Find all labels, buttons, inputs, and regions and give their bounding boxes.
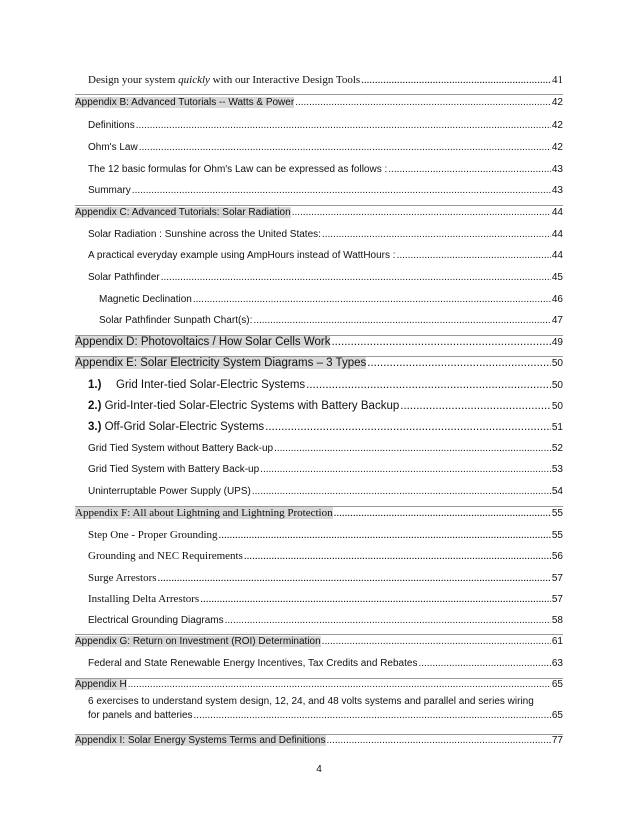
toc-entry-title: Step One - Proper Grounding xyxy=(88,529,218,541)
toc-page-number: 44 xyxy=(551,229,563,240)
toc-entry-title: A practical everyday example using AmpHours instead of WattHours : xyxy=(88,250,396,261)
toc-page-number: 63 xyxy=(551,658,563,669)
toc-entry-appendix[interactable] xyxy=(75,97,563,108)
toc-page-number: 42 xyxy=(551,120,563,131)
toc-entry-title: Appendix D: Photovoltaics / How Solar Cells Work xyxy=(75,336,331,348)
toc-page-number: 47 xyxy=(551,315,563,326)
toc-entry[interactable] xyxy=(88,550,563,562)
toc-entry-appendix[interactable] xyxy=(75,636,563,647)
toc-entry-title: Summary xyxy=(88,185,131,196)
toc-entry-title: Electrical Grounding Diagrams xyxy=(88,615,224,626)
toc-entry-appendix[interactable] xyxy=(75,735,563,746)
toc-page-number: 58 xyxy=(551,615,563,626)
toc-page-number: 44 xyxy=(551,250,563,261)
toc-entry-title: Magnetic Declination xyxy=(99,294,192,305)
toc-leader-dots xyxy=(327,735,551,746)
toc-leader-dots xyxy=(292,207,551,218)
toc-page-number: 50 xyxy=(551,401,563,412)
toc-leader-dots xyxy=(128,679,551,690)
toc-entry-appendix[interactable] xyxy=(75,357,563,369)
toc-leader-dots xyxy=(322,636,551,647)
toc-entry[interactable] xyxy=(88,272,563,283)
toc-page-number: 52 xyxy=(551,443,563,454)
toc-leader-dots xyxy=(225,615,551,626)
toc-entry-title: Appendix E: Solar Electricity System Diagrams – 3 Types xyxy=(75,357,367,369)
toc-leader-dots xyxy=(200,593,551,605)
section-divider xyxy=(75,634,563,635)
toc-page-number: 51 xyxy=(551,422,563,433)
toc-leader-dots xyxy=(136,120,551,131)
toc-page-number: 45 xyxy=(551,272,563,283)
toc-entry[interactable] xyxy=(88,615,563,626)
section-divider xyxy=(75,205,563,206)
toc-entry[interactable] xyxy=(88,379,563,391)
toc-leader-dots xyxy=(194,710,551,721)
toc-entry-title-line1: 6 exercises to understand system design, 12, 24, and 48 volts systems and parallel and series wiring xyxy=(88,696,534,707)
toc-entry[interactable] xyxy=(99,294,563,305)
toc-entry-title: Solar Pathfinder xyxy=(88,272,160,283)
toc-leader-dots xyxy=(306,379,551,391)
toc-page-number: 57 xyxy=(551,594,563,605)
toc-entry-title: Appendix F: All about Lightning and Lightning Protection xyxy=(75,507,333,519)
page-number: 4 xyxy=(316,764,322,775)
toc-page-number: 41 xyxy=(552,74,563,86)
toc-leader-dots xyxy=(388,164,551,175)
toc-page-number: 65 xyxy=(551,679,563,690)
toc-leader-dots xyxy=(295,97,551,108)
toc-entry[interactable] xyxy=(88,120,563,131)
toc-leader-dots xyxy=(132,185,551,196)
toc-entry-title: Definitions xyxy=(88,120,135,131)
toc-entry-title: Federal and State Renewable Energy Incentives, Tax Credits and Rebates xyxy=(88,658,418,669)
toc-leader-dots xyxy=(322,229,551,240)
section-divider xyxy=(75,94,563,95)
toc-page-number: 43 xyxy=(551,164,563,175)
toc-entry[interactable] xyxy=(88,572,563,584)
toc-page-number: 61 xyxy=(551,636,563,647)
toc-page-number: 50 xyxy=(551,380,563,391)
toc-entry-appendix[interactable] xyxy=(75,207,563,218)
toc-leader-dots xyxy=(361,74,551,86)
toc-entry-title: 1.) Grid Inter-tied Solar-Electric Systems xyxy=(88,379,306,391)
toc-entry-title: Appendix H xyxy=(75,679,127,690)
toc-leader-dots xyxy=(252,486,551,497)
toc-entry[interactable] xyxy=(88,250,563,261)
toc-leader-dots xyxy=(331,336,550,348)
toc-entry-title: Appendix G: Return on Investment (ROI) Determination xyxy=(75,636,321,647)
toc-entry-title: Ohm's Law xyxy=(88,142,138,153)
toc-leader-dots xyxy=(158,572,551,584)
toc-page-number: 50 xyxy=(551,358,563,369)
toc-entry[interactable] xyxy=(88,486,563,497)
toc-entry-appendix[interactable] xyxy=(75,679,563,690)
toc-page-number: 43 xyxy=(551,185,563,196)
toc-page-number: 65 xyxy=(551,710,563,721)
toc-leader-dots xyxy=(219,529,551,541)
toc-entry[interactable] xyxy=(88,229,563,240)
toc-entry-title: Appendix C: Advanced Tutorials: Solar Radiation xyxy=(75,207,291,218)
toc-entry-appendix[interactable] xyxy=(75,336,563,348)
toc-entry-multiline[interactable] xyxy=(88,696,563,721)
toc-entry-title: 3.) Off-Grid Solar-Electric Systems xyxy=(88,421,265,433)
toc-leader-dots xyxy=(397,250,551,261)
toc-entry[interactable] xyxy=(88,443,563,454)
toc-entry[interactable] xyxy=(88,74,563,86)
toc-entry-title: Solar Radiation : Sunshine across the United States: xyxy=(88,229,321,240)
toc-page-number: 77 xyxy=(551,735,563,746)
toc-leader-dots xyxy=(274,443,551,454)
toc-leader-dots xyxy=(161,272,551,283)
toc-leader-dots xyxy=(253,315,550,326)
toc-leader-dots xyxy=(193,294,551,305)
toc-entry-title: Grid Tied System without Battery Back-up xyxy=(88,443,274,454)
toc-entry-title: Installing Delta Arrestors xyxy=(88,593,200,605)
toc-entry[interactable] xyxy=(88,142,563,153)
toc-leader-dots xyxy=(260,464,551,475)
toc-entry[interactable] xyxy=(88,421,563,433)
toc-entry[interactable] xyxy=(88,400,563,412)
toc-leader-dots xyxy=(367,357,551,369)
toc-page-number: 56 xyxy=(551,551,563,562)
toc-page-number: 54 xyxy=(551,486,563,497)
toc-leader-dots xyxy=(244,550,551,562)
toc-page-number: 49 xyxy=(551,337,563,348)
toc-page-number: 53 xyxy=(551,464,563,475)
toc-entry-title: Appendix I: Solar Energy Systems Terms and Definitions xyxy=(75,735,326,746)
toc-leader-dots xyxy=(265,421,551,433)
toc-page-number: 42 xyxy=(551,97,563,108)
toc-entry-title: Grounding and NEC Requirements xyxy=(88,550,243,562)
toc-entry-title: Uninterruptable Power Supply (UPS) xyxy=(88,486,251,497)
toc-page-number: 44 xyxy=(551,207,563,218)
toc-entry-appendix[interactable] xyxy=(75,507,563,519)
toc-entry-title: Design your system quickly with our Interactive Design Tools xyxy=(88,74,361,86)
toc-entry[interactable] xyxy=(99,315,563,326)
toc-page-number: 55 xyxy=(551,508,563,519)
toc-leader-dots xyxy=(418,658,550,669)
toc-entry[interactable] xyxy=(88,185,563,196)
toc-page-number: 46 xyxy=(551,294,563,305)
toc-entry[interactable] xyxy=(88,593,563,605)
toc-entry-title: Appendix B: Advanced Tutorials -- Watts & Power xyxy=(75,97,295,108)
toc-page-number: 42 xyxy=(551,142,563,153)
toc-entry[interactable] xyxy=(88,658,563,669)
toc-entry-title: Surge Arrestors xyxy=(88,572,157,584)
toc-entry[interactable] xyxy=(88,464,563,475)
toc-entry-title: Solar Pathfinder Sunpath Chart(s): xyxy=(99,315,253,326)
toc-page-number: 55 xyxy=(551,530,563,541)
toc-page-number: 57 xyxy=(551,573,563,584)
toc-leader-dots xyxy=(400,400,551,412)
toc-entry-title: Grid Tied System with Battery Back-up xyxy=(88,464,260,475)
toc-entry-title-line2: for panels and batteries xyxy=(88,710,193,721)
toc-entry[interactable] xyxy=(88,529,563,541)
toc-leader-dots xyxy=(139,142,551,153)
toc-leader-dots xyxy=(334,507,551,519)
toc-entry[interactable] xyxy=(88,164,563,175)
toc-entry-title: 2.) Grid-Inter-tied Solar-Electric Systems with Battery Backup xyxy=(88,400,400,412)
toc-entry-title: The 12 basic formulas for Ohm's Law can be expressed as follows : xyxy=(88,164,388,175)
